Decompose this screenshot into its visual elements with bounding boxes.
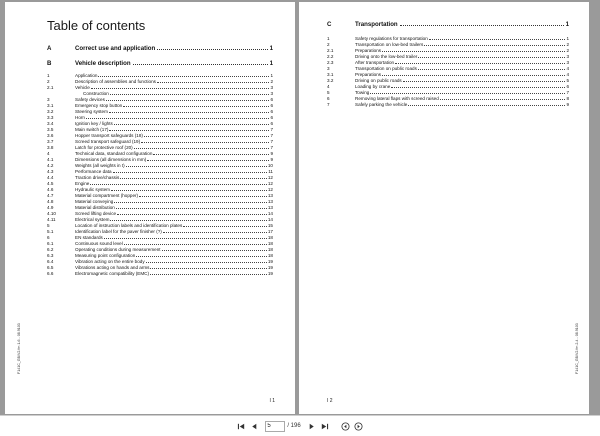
section-title: Transportation (355, 21, 398, 28)
leader-dots (106, 100, 270, 101)
toc-entry-title: After transportation (355, 60, 395, 65)
toc-entry-number: 6 (327, 96, 330, 101)
toc-entry-title: Removing lateral flaps with screed raised (355, 96, 439, 101)
toc-entry-title: Ignition key / lights (75, 121, 113, 126)
leader-dots (120, 178, 267, 179)
toc-entry-number: 3.8 (47, 145, 54, 150)
toc-entry-page: 17 (267, 229, 273, 234)
toc-entry-title: Electrical system (75, 217, 110, 222)
toc-entry-number: 3.1 (47, 103, 54, 108)
toc-entry-title: Technical data, standard configuration (75, 151, 153, 156)
toc-entry-number: 2 (327, 42, 330, 47)
toc-entry-number: 2.1 (47, 85, 54, 90)
leader-dots (370, 93, 565, 94)
leader-dots (395, 63, 565, 64)
toc-entry-title: Identification label for the paver finisher (?) (75, 229, 162, 234)
toc-entry-number: 6.5 (47, 265, 54, 270)
toc-entry-title: Material distribution (75, 205, 115, 210)
toc-list (327, 36, 569, 108)
toc-entry-title: Emergency stop button (75, 103, 123, 108)
toc-entry-title: Horn (75, 115, 85, 120)
section-page: 1 (565, 21, 569, 28)
toc-entry-title: Screed transport safeguard (19) (75, 139, 141, 144)
leader-dots (391, 87, 565, 88)
leader-dots (418, 69, 566, 70)
toc-entry-page: 2 (270, 79, 273, 84)
toc-entry-title: Latch for protective roof (20) (75, 145, 133, 150)
toc-entry-page: 3 (270, 91, 273, 96)
toc-entry-page: 6 (270, 115, 273, 120)
toc-entry-page: 5 (566, 78, 569, 83)
page-right (299, 2, 589, 414)
section-page: 1 (269, 45, 273, 52)
page-title: Table of contents (47, 18, 146, 33)
leader-dots (157, 49, 267, 50)
toc-entry-title: Transportation on low-bed trailers (355, 42, 424, 47)
section-letter: C (327, 21, 332, 28)
toc-entry[interactable] (47, 271, 273, 277)
leader-dots (113, 172, 268, 173)
page-number: I 1 (269, 398, 275, 404)
toc-entry-page: 18 (267, 235, 273, 240)
prev-page-button[interactable] (249, 421, 260, 432)
page-total: / 196 (287, 423, 301, 429)
toc-entry-title: Towing (355, 90, 370, 95)
toc-entry-title: Screed lifting device (75, 211, 117, 216)
prev-page-icon (250, 422, 259, 431)
toc-entry-page: 6 (566, 84, 569, 89)
leader-dots (86, 118, 269, 119)
toc-entry-page: 2 (566, 48, 569, 53)
leader-dots (162, 250, 267, 251)
leader-dots (418, 57, 565, 58)
toc-list (47, 73, 273, 277)
leader-dots (141, 142, 269, 143)
toc-entry-number: 4.10 (47, 211, 56, 216)
leader-dots (403, 81, 566, 82)
toc-entry-page: 3 (566, 60, 569, 65)
toc-entry-page: 12 (267, 181, 273, 186)
toc-entry-number: 3.4 (47, 121, 54, 126)
leader-dots (123, 106, 269, 107)
toc-entry-title: Preparations (355, 48, 382, 53)
leader-dots (147, 160, 269, 161)
toc-entry-title: Vehicle (75, 85, 90, 90)
toc-entry-title: Weights (all weights in t) (75, 163, 125, 168)
toc-entry-page: 18 (267, 241, 273, 246)
toc-entry-number: 4.2 (47, 163, 54, 168)
toc-entry-page: 14 (267, 217, 273, 222)
next-page-button[interactable] (306, 421, 317, 432)
toc-entry-number: 4 (327, 84, 330, 89)
toc-entry-title: Measuring point configuration (75, 253, 136, 258)
toc-entry-title: Construction (83, 91, 109, 96)
leader-dots (150, 268, 266, 269)
leader-dots (400, 25, 564, 26)
toc-entry-page: 7 (270, 133, 273, 138)
leader-dots (114, 124, 270, 125)
toc-entry-number: 1 (327, 36, 330, 41)
toc-entry-page: 3 (270, 85, 273, 90)
leader-dots (133, 64, 268, 65)
toc-entry-number: 3 (47, 97, 50, 102)
toc-entry-page: 18 (267, 253, 273, 258)
section-page: 1 (269, 60, 273, 67)
toc-entry-number: 3.1 (327, 72, 334, 77)
toc-entry-number: 4.7 (47, 193, 54, 198)
leader-dots (109, 130, 269, 131)
toc-entry-title: EN standards (75, 235, 103, 240)
back-icon (341, 422, 350, 431)
leader-dots (104, 238, 267, 239)
toc-entry-number: 6.2 (47, 247, 54, 252)
side-code: F141C_GB/V2.fm 2-4 - 08.9103 (575, 323, 579, 374)
leader-dots (146, 262, 267, 263)
toc-entry-number: 4 (47, 151, 50, 156)
toc-entry-page: 1 (270, 73, 273, 78)
toc-entry-number: 3.2 (327, 78, 334, 83)
toc-entry-number: 6.6 (47, 271, 54, 276)
toc-entry-title: Safety devices (75, 97, 105, 102)
leader-dots (98, 76, 269, 77)
leader-dots (117, 214, 267, 215)
leader-dots (153, 154, 269, 155)
section-c-heading[interactable] (327, 21, 569, 28)
last-page-button[interactable] (319, 421, 330, 432)
toc-entry-page: 19 (267, 271, 273, 276)
leader-dots (382, 51, 565, 52)
first-page-icon (237, 422, 246, 431)
leader-dots (144, 136, 270, 137)
toc-entry-title: Preparations (355, 72, 382, 77)
toc-entry-number: 6.4 (47, 259, 54, 264)
toc-entry-number: 4.6 (47, 187, 54, 192)
toc-entry-number: 6 (47, 235, 50, 240)
next-page-icon (307, 422, 316, 431)
toc-entry-number: 1 (47, 73, 50, 78)
toc-entry-number: 3.5 (47, 127, 54, 132)
toc-entry[interactable] (327, 102, 569, 108)
toc-entry-number: 4.9 (47, 205, 54, 210)
page-number: I 2 (327, 398, 333, 404)
leader-dots (408, 105, 565, 106)
toc-entry-title: Hydraulic system (75, 187, 110, 192)
toc-entry-title: Driving on public roads (355, 78, 402, 83)
leader-dots (183, 226, 267, 227)
toc-entry-page: 2 (566, 42, 569, 47)
toc-entry-title: Description of assemblies and functions (75, 79, 156, 84)
leader-dots (150, 274, 267, 275)
toc-entry-number: 5 (47, 223, 50, 228)
section-letter: B (47, 60, 52, 67)
toc-entry-page: 6 (270, 97, 273, 102)
toc-entry-page: 6 (270, 109, 273, 114)
leader-dots (157, 82, 269, 83)
leader-dots (110, 94, 270, 95)
section-title: Correct use and application (75, 45, 156, 52)
leader-dots (424, 45, 565, 46)
leader-dots (110, 220, 266, 221)
toc-entry-number: 4.4 (47, 175, 54, 180)
toc-entry-page: 13 (267, 205, 273, 210)
toc-entry-number: 4.11 (47, 217, 56, 222)
toc-entry-title: Continuous sound level (75, 241, 123, 246)
toc-entry-page: 13 (267, 193, 273, 198)
leader-dots (111, 190, 267, 191)
leader-dots (126, 166, 267, 167)
leader-dots (109, 112, 270, 113)
toc-entry-title: Electromagnetic compatibility (EMC) (75, 271, 150, 276)
forward-button[interactable] (353, 421, 364, 432)
section-a-heading[interactable] (47, 45, 273, 52)
toc-entry-number: 2.2 (327, 54, 334, 59)
leader-dots (429, 39, 566, 40)
toc-entry-page: 9 (270, 151, 273, 156)
leader-dots (136, 256, 267, 257)
leader-dots (116, 208, 267, 209)
toc-entry-number: 3.6 (47, 133, 54, 138)
toc-entry-number: 2 (47, 79, 50, 84)
toc-entry-number: 6.1 (47, 241, 54, 246)
toc-entry-number: 6.3 (47, 253, 54, 258)
toc-entry-title: Driving onto the low-bed trailer (355, 54, 418, 59)
toc-entry-title: Transportation on public roads (355, 66, 417, 71)
toc-entry-title: Main switch (17) (75, 127, 109, 132)
toc-entry-title: Steering system (75, 109, 108, 114)
leader-dots (134, 148, 270, 149)
toc-entry-title: Loading by crane (355, 84, 391, 89)
forward-icon (354, 422, 363, 431)
toc-entry-number: 7 (327, 102, 330, 107)
viewer-toolbar (0, 415, 600, 436)
leader-dots (163, 232, 267, 233)
toc-entry-title: Engine (75, 181, 90, 186)
toc-entry-number: 3.2 (47, 109, 54, 114)
leader-dots (382, 75, 565, 76)
toc-entry-number: 3.7 (47, 139, 54, 144)
toc-entry-page: 7 (270, 145, 273, 150)
toc-entry-page: 12 (267, 187, 273, 192)
page-left (5, 2, 295, 414)
leader-dots (91, 88, 270, 89)
toc-entry-title: Vibrations acting on hands and arms (75, 265, 150, 270)
toc-entry-page: 13 (267, 199, 273, 204)
toc-entry-number: 5 (327, 90, 330, 95)
toc-entry-title: Dimensions (all dimensions in mm) (75, 157, 147, 162)
toc-entry-number: 3.3 (47, 115, 54, 120)
toc-entry-page: 1 (566, 36, 569, 41)
toc-entry-page: 7 (270, 139, 273, 144)
toc-entry-page: 12 (267, 175, 273, 180)
toc-entry-page: 7 (566, 90, 569, 95)
toc-entry-number: 3 (327, 66, 330, 71)
leader-dots (114, 202, 267, 203)
toc-entry-page: 7 (270, 127, 273, 132)
section-letter: A (47, 45, 52, 52)
toc-entry-title: Hopper transport safeguards (18) (75, 133, 143, 138)
toc-entry-page: 6 (270, 121, 273, 126)
toc-entry-title: Location of instruction labels and identification plates (75, 223, 183, 228)
toc-entry-title: Material conveying (75, 199, 114, 204)
page-number-input[interactable] (265, 421, 285, 432)
toc-entry-number: 2.1 (327, 48, 334, 53)
toc-entry-page: 6 (270, 103, 273, 108)
toc-entry-page: 3 (566, 54, 569, 59)
toc-entry-page: 14 (267, 211, 273, 216)
side-code: F141C_GB/V2.fm 1-6 - 08.9103 (17, 323, 21, 374)
leader-dots (124, 244, 267, 245)
toc-entry-page: 18 (267, 247, 273, 252)
back-button[interactable] (340, 421, 351, 432)
toc-entry-page: 4 (566, 66, 569, 71)
toc-entry-number: 5.1 (47, 229, 54, 234)
section-b-heading[interactable] (47, 60, 273, 67)
toc-entry-page: 19 (267, 259, 273, 264)
toc-entry-page: 9 (566, 102, 569, 107)
toc-entry-title: Material compartment (hopper) (75, 193, 139, 198)
toc-entry-number: 4.1 (47, 157, 54, 162)
toc-entry-page: 15 (267, 223, 273, 228)
toc-entry-title: Vibration acting on the entire body (75, 259, 145, 264)
toc-entry-title: Application (75, 73, 98, 78)
toc-entry-page: 9 (270, 157, 273, 162)
section-title: Vehicle description (75, 60, 131, 67)
toc-entry-number: 2.3 (327, 60, 334, 65)
toc-entry-title: Traction drive/chassis (75, 175, 120, 180)
toc-entry-number: 4.5 (47, 181, 54, 186)
leader-dots (440, 99, 566, 100)
toc-entry-number: 4.8 (47, 199, 54, 204)
last-page-icon (320, 422, 329, 431)
page-navigator (265, 421, 300, 432)
toc-entry-page: 11 (268, 169, 273, 174)
toc-entry-page: 4 (566, 72, 569, 77)
leader-dots (139, 196, 267, 197)
toc-entry-title: Safely parking the vehicle (355, 102, 408, 107)
leader-dots (90, 184, 267, 185)
toc-entry-page: 19 (267, 265, 273, 270)
toc-entry-number: 4.3 (47, 169, 54, 174)
toc-entry-page: 8 (566, 96, 569, 101)
toc-entry-page: 10 (267, 163, 273, 168)
toc-entry-title: Operating conditions during measurement (75, 247, 161, 252)
toc-entry-title: Performance data (75, 169, 112, 174)
toc-entry-title: Safety regulations for transportation (355, 36, 428, 41)
first-page-button[interactable] (236, 421, 247, 432)
